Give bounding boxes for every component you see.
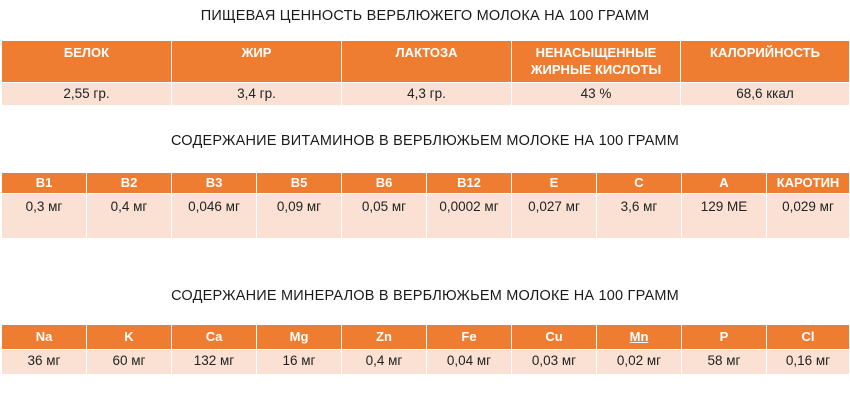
vitamins-title: СОДЕРЖАНИЕ ВИТАМИНОВ В ВЕРБЛЮЖЬЕМ МОЛОКЕ НА 100 ГРАММ — [170, 133, 680, 149]
value-fe: 0,04 мг — [427, 350, 512, 375]
header-k: K — [87, 325, 172, 350]
value-b1: 0,3 мг — [2, 194, 87, 239]
header-calories: КАЛОРИЙНОСТЬ — [681, 41, 850, 83]
header-e: E — [512, 173, 597, 194]
value-a: 129 МЕ — [682, 194, 767, 239]
header-carotene: КАРОТИН — [767, 173, 850, 194]
header-cl: Cl — [767, 325, 850, 350]
header-ca: Ca — [172, 325, 257, 350]
nutrition-table — [1, 40, 850, 106]
header-c: C — [597, 173, 682, 194]
value-fat: 3,4 гр. — [172, 83, 342, 106]
value-c: 3,6 мг — [597, 194, 682, 239]
nutrition-title: ПИЩЕВАЯ ЦЕННОСТЬ ВЕРБЛЮЖЕГО МОЛОКА НА 100 ГРАММ — [200, 8, 650, 24]
minerals-value-row — [2, 350, 850, 375]
value-unsaturated-fats: 43 % — [512, 83, 681, 106]
header-na: Na — [2, 325, 87, 350]
header-fe: Fe — [427, 325, 512, 350]
value-ca: 132 мг — [172, 350, 257, 375]
header-mn — [597, 325, 682, 350]
value-calories: 68,6 ккал — [681, 83, 850, 106]
vitamins-header-row — [2, 173, 850, 194]
value-e: 0,027 мг — [512, 194, 597, 239]
minerals-table — [1, 324, 850, 375]
value-p: 58 мг — [682, 350, 767, 375]
header-lactose: ЛАКТОЗА — [342, 41, 512, 83]
value-na: 36 мг — [2, 350, 87, 375]
header-b2: B2 — [87, 173, 172, 194]
value-b5: 0,09 мг — [257, 194, 342, 239]
value-cu: 0,03 мг — [512, 350, 597, 375]
header-b1: B1 — [2, 173, 87, 194]
value-b2: 0,4 мг — [87, 194, 172, 239]
value-mn: 0,02 мг — [597, 350, 682, 375]
value-zn: 0,4 мг — [342, 350, 427, 375]
header-a: A — [682, 173, 767, 194]
value-mg: 16 мг — [257, 350, 342, 375]
vitamins-table — [1, 172, 850, 239]
minerals-title: СОДЕРЖАНИЕ МИНЕРАЛОВ В ВЕРБЛЮЖЬЕМ МОЛОКЕ НА 100 ГРАММ — [171, 288, 679, 304]
nutrition-header-row — [2, 41, 850, 83]
header-mg: Mg — [257, 325, 342, 350]
value-b3: 0,046 мг — [172, 194, 257, 239]
value-protein: 2,55 гр. — [2, 83, 172, 106]
header-fat: ЖИР — [172, 41, 342, 83]
header-b3: B3 — [172, 173, 257, 194]
header-zn: Zn — [342, 325, 427, 350]
header-protein: БЕЛОК — [2, 41, 172, 83]
header-mn-label: Mn — [629, 329, 649, 344]
header-unsaturated-fats: НЕНАСЫЩЕННЫЕ ЖИРНЫЕ КИСЛОТЫ — [512, 41, 681, 83]
header-b12: B12 — [427, 173, 512, 194]
header-p: P — [682, 325, 767, 350]
header-cu: Cu — [512, 325, 597, 350]
nutrition-value-row — [2, 83, 850, 106]
value-lactose: 4,3 гр. — [342, 83, 512, 106]
header-b6: B6 — [342, 173, 427, 194]
vitamins-value-row — [2, 194, 850, 239]
value-k: 60 мг — [87, 350, 172, 375]
value-b12: 0,0002 мг — [427, 194, 512, 239]
value-b6: 0,05 мг — [342, 194, 427, 239]
value-carotene: 0,029 мг — [767, 194, 850, 239]
value-cl: 0,16 мг — [767, 350, 850, 375]
header-b5: B5 — [257, 173, 342, 194]
minerals-header-row — [2, 325, 850, 350]
